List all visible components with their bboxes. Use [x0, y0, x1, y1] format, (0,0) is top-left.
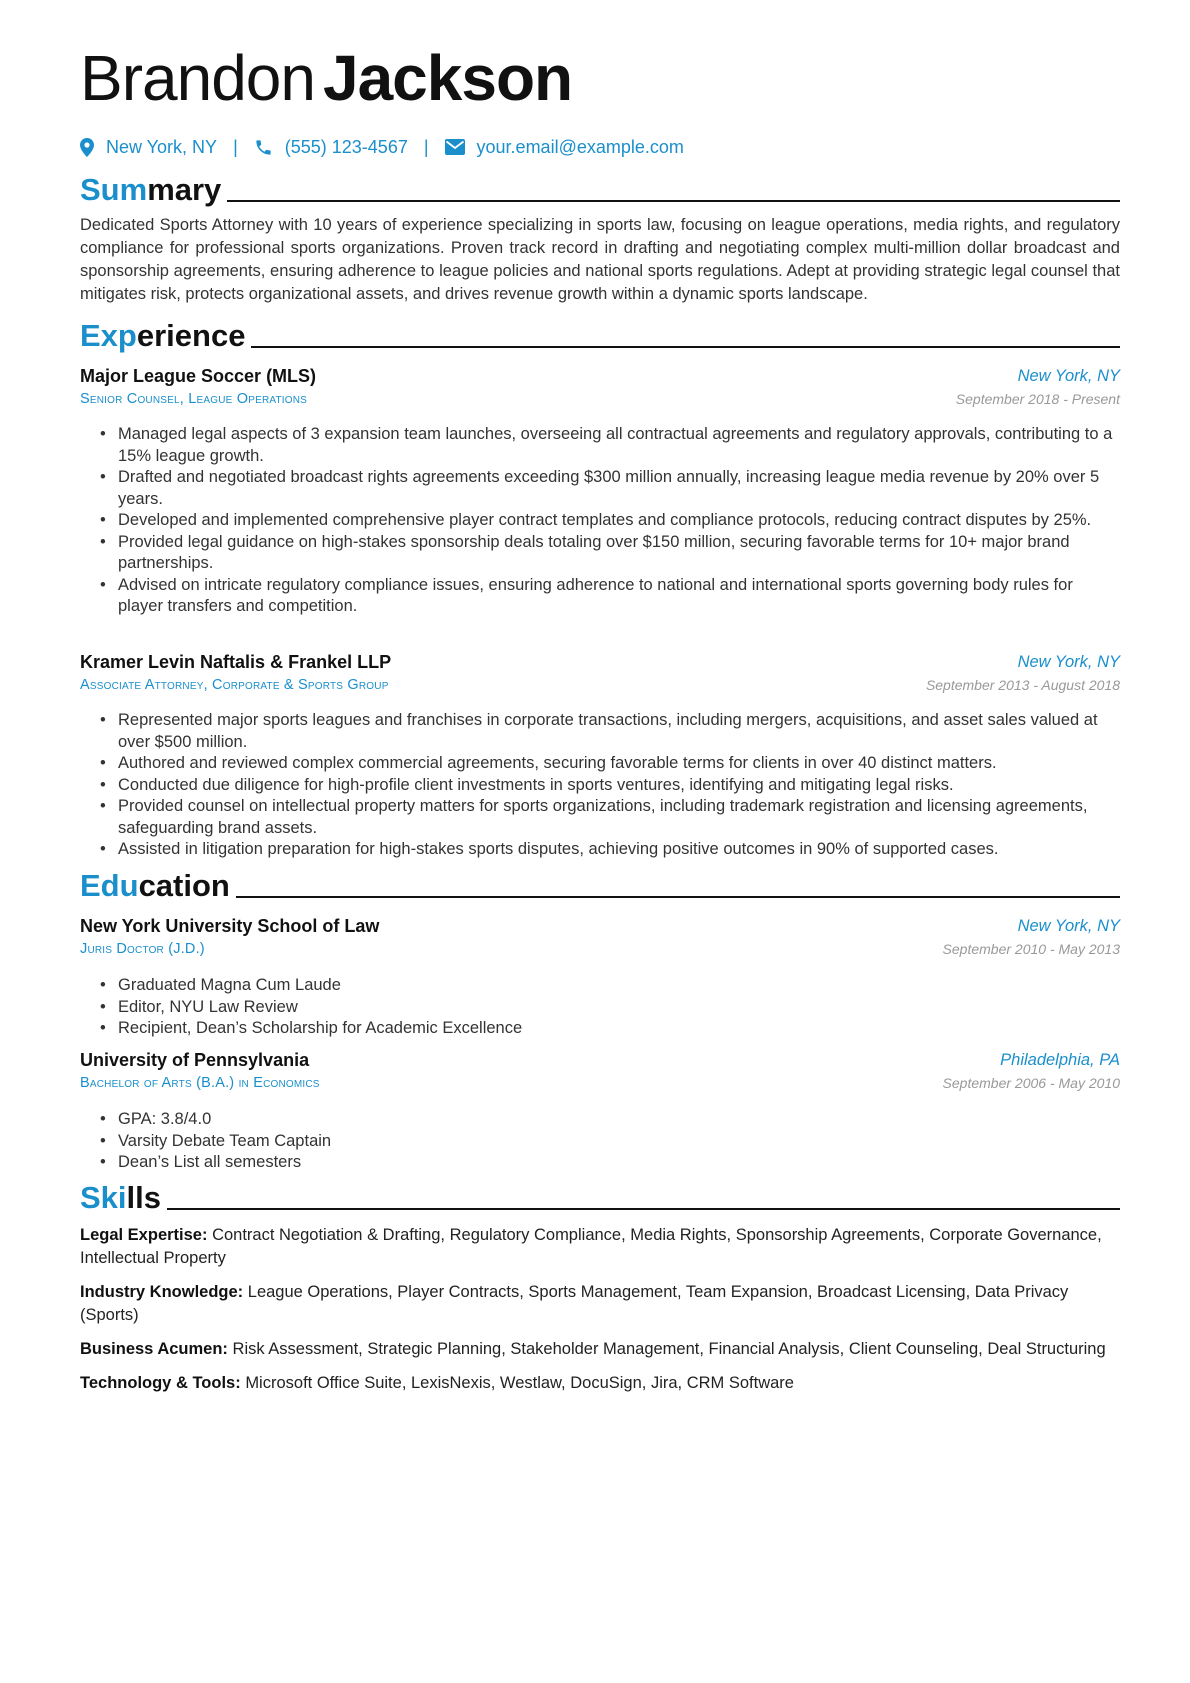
- skill-row: [80, 1338, 1120, 1361]
- entry-dates: September 2018 - Present: [955, 391, 1120, 407]
- contact-phone[interactable]: [254, 137, 408, 158]
- section-rule: [167, 1208, 1120, 1210]
- entry-organization: Kramer Levin Naftalis & Frankel LLP: [80, 651, 392, 672]
- skill-label: Industry Knowledge:: [80, 1283, 244, 1301]
- education-bullets: [96, 975, 1120, 1040]
- entry-role: Senior Counsel, League Operations: [80, 391, 308, 407]
- entry-role: Associate Attorney, Corporate & Sports Group: [80, 677, 389, 693]
- phone-icon: [254, 138, 273, 157]
- section-rule: [251, 346, 1120, 348]
- entry-location: New York, NY: [1017, 366, 1120, 385]
- first-name: Brandon: [80, 42, 315, 114]
- list-item: • Provided legal guidance on high-stakes sponsorship deals totaling over $150 million, securing favorable terms for 10+ major brand partnerships.: [96, 532, 1120, 575]
- entry-dates: September 2010 - May 2013: [942, 941, 1120, 957]
- skill-text: League Operations, Player Contracts, Sports Management, Team Expansion, Broadcast Licensing, Data Privacy (Sports): [80, 1283, 1069, 1324]
- contact-bar: [80, 132, 684, 162]
- list-item: • Developed and implemented comprehensive player contract templates and compliance protocols, reducing contract disputes by 25%.: [96, 510, 1120, 532]
- contact-separator: |: [233, 136, 238, 157]
- section-heading-skills: [80, 1176, 1120, 1216]
- entry-location: Philadelphia, PA: [1000, 1050, 1120, 1069]
- list-item: • Assisted in litigation preparation for high-stakes sports disputes, achieving positive outcomes in 90% of supported cases.: [96, 839, 1120, 861]
- entry-role: Bachelor of Arts (B.A.) in Economics: [80, 1075, 320, 1091]
- experience-bullets: [96, 424, 1120, 618]
- list-item: • Managed legal aspects of 3 expansion team launches, overseeing all contractual agreements and regulatory approvals, contributing to a 15% league growth.: [96, 424, 1120, 467]
- entry-organization: Major League Soccer (MLS): [80, 365, 317, 386]
- list-item: • GPA: 3.8/4.0: [96, 1109, 1120, 1131]
- skill-label: Legal Expertise:: [80, 1226, 208, 1244]
- map-pin-icon: [80, 138, 94, 157]
- list-item: • Authored and reviewed complex commercial agreements, securing favorable terms for clients in over 40 distinct matters.: [96, 753, 1120, 775]
- contact-location: [80, 137, 217, 158]
- skill-row: [80, 1281, 1120, 1327]
- section-title: Skills: [80, 1180, 161, 1215]
- contact-email[interactable]: [445, 137, 684, 158]
- list-item: • Editor, NYU Law Review: [96, 997, 1120, 1019]
- section-heading-education: [80, 864, 1120, 904]
- list-item: • Provided counsel on intellectual property matters for sports organizations, including trademark registration and licensing agreements, safeguarding brand assets.: [96, 796, 1120, 839]
- section-rule: [236, 896, 1120, 898]
- section-title: Experience: [80, 318, 246, 353]
- section-rule: [227, 200, 1120, 202]
- skill-text: Microsoft Office Suite, LexisNexis, Westlaw, DocuSign, Jira, CRM Software: [245, 1374, 794, 1392]
- list-item: • Varsity Debate Team Captain: [96, 1131, 1120, 1153]
- list-item: • Recipient, Dean’s Scholarship for Academic Excellence: [96, 1018, 1120, 1040]
- entry-role: Juris Doctor (J.D.): [80, 941, 205, 957]
- envelope-icon: [445, 139, 465, 155]
- entry-location: New York, NY: [1017, 652, 1120, 671]
- entry-location: New York, NY: [1017, 916, 1120, 935]
- entry-dates: September 2013 - August 2018: [925, 677, 1120, 693]
- list-item: • Dean’s List all semesters: [96, 1152, 1120, 1174]
- entry-organization: University of Pennsylvania: [80, 1049, 310, 1070]
- section-title: Education: [80, 868, 230, 903]
- skill-row: [80, 1224, 1120, 1270]
- email-text: your.email@example.com: [476, 136, 684, 157]
- list-item: • Graduated Magna Cum Laude: [96, 975, 1120, 997]
- experience-entry: [80, 364, 1120, 410]
- list-item: • Advised on intricate regulatory compliance issues, ensuring adherence to national and international sports governing body rules for player transfers and competition.: [96, 575, 1120, 618]
- phone-text: (555) 123-4567: [284, 136, 408, 157]
- skill-label: Technology & Tools:: [80, 1374, 241, 1392]
- section-heading-experience: [80, 314, 1120, 354]
- location-text: New York, NY: [106, 136, 218, 157]
- skill-row: [80, 1372, 1120, 1395]
- skill-label: Business Acumen:: [80, 1340, 228, 1358]
- section-title: Summary: [80, 172, 222, 207]
- entry-organization: New York University School of Law: [80, 915, 380, 936]
- list-item: • Drafted and negotiated broadcast rights agreements exceeding $300 million annually, increasing league media revenue by 20% over 5 years.: [96, 467, 1120, 510]
- experience-bullets: [96, 710, 1120, 861]
- skill-text: Risk Assessment, Strategic Planning, Stakeholder Management, Financial Analysis, Client Counseling, Deal Structuring: [232, 1340, 1106, 1358]
- entry-dates: September 2006 - May 2010: [942, 1075, 1120, 1091]
- section-heading-summary: [80, 168, 1120, 208]
- education-entry: [80, 914, 1120, 960]
- education-entry: [80, 1048, 1120, 1094]
- list-item: • Represented major sports leagues and franchises in corporate transactions, including mergers, acquisitions, and asset sales valued at over $500 million.: [96, 710, 1120, 753]
- last-name: Jackson: [322, 42, 573, 114]
- contact-separator: |: [423, 136, 429, 157]
- education-bullets: [96, 1109, 1120, 1174]
- skill-text: Contract Negotiation & Drafting, Regulatory Compliance, Media Rights, Sponsorship Agreements, Corporate Governance, Intellectual Property: [80, 1226, 1102, 1267]
- summary-paragraph: Dedicated Sports Attorney with 10 years of experience specializing in sports law, focusing on league operations, media rights, and regulatory compliance for professional sports organizations. Proven track record in drafting and negotiating complex multi-million dollar broadcast and sponsorship agreements, ensuring adherence to league policies and national sports regulations. Adept at providing strategic legal counsel that mitigates risk, protects organizational assets, and drives revenue growth within a dynamic sports landscape.: [80, 216, 1120, 303]
- experience-entry: [80, 650, 1120, 696]
- list-item: • Conducted due diligence for high-profile client investments in sports ventures, identifying and mitigating legal risks.: [96, 775, 1120, 797]
- candidate-name: [80, 38, 572, 118]
